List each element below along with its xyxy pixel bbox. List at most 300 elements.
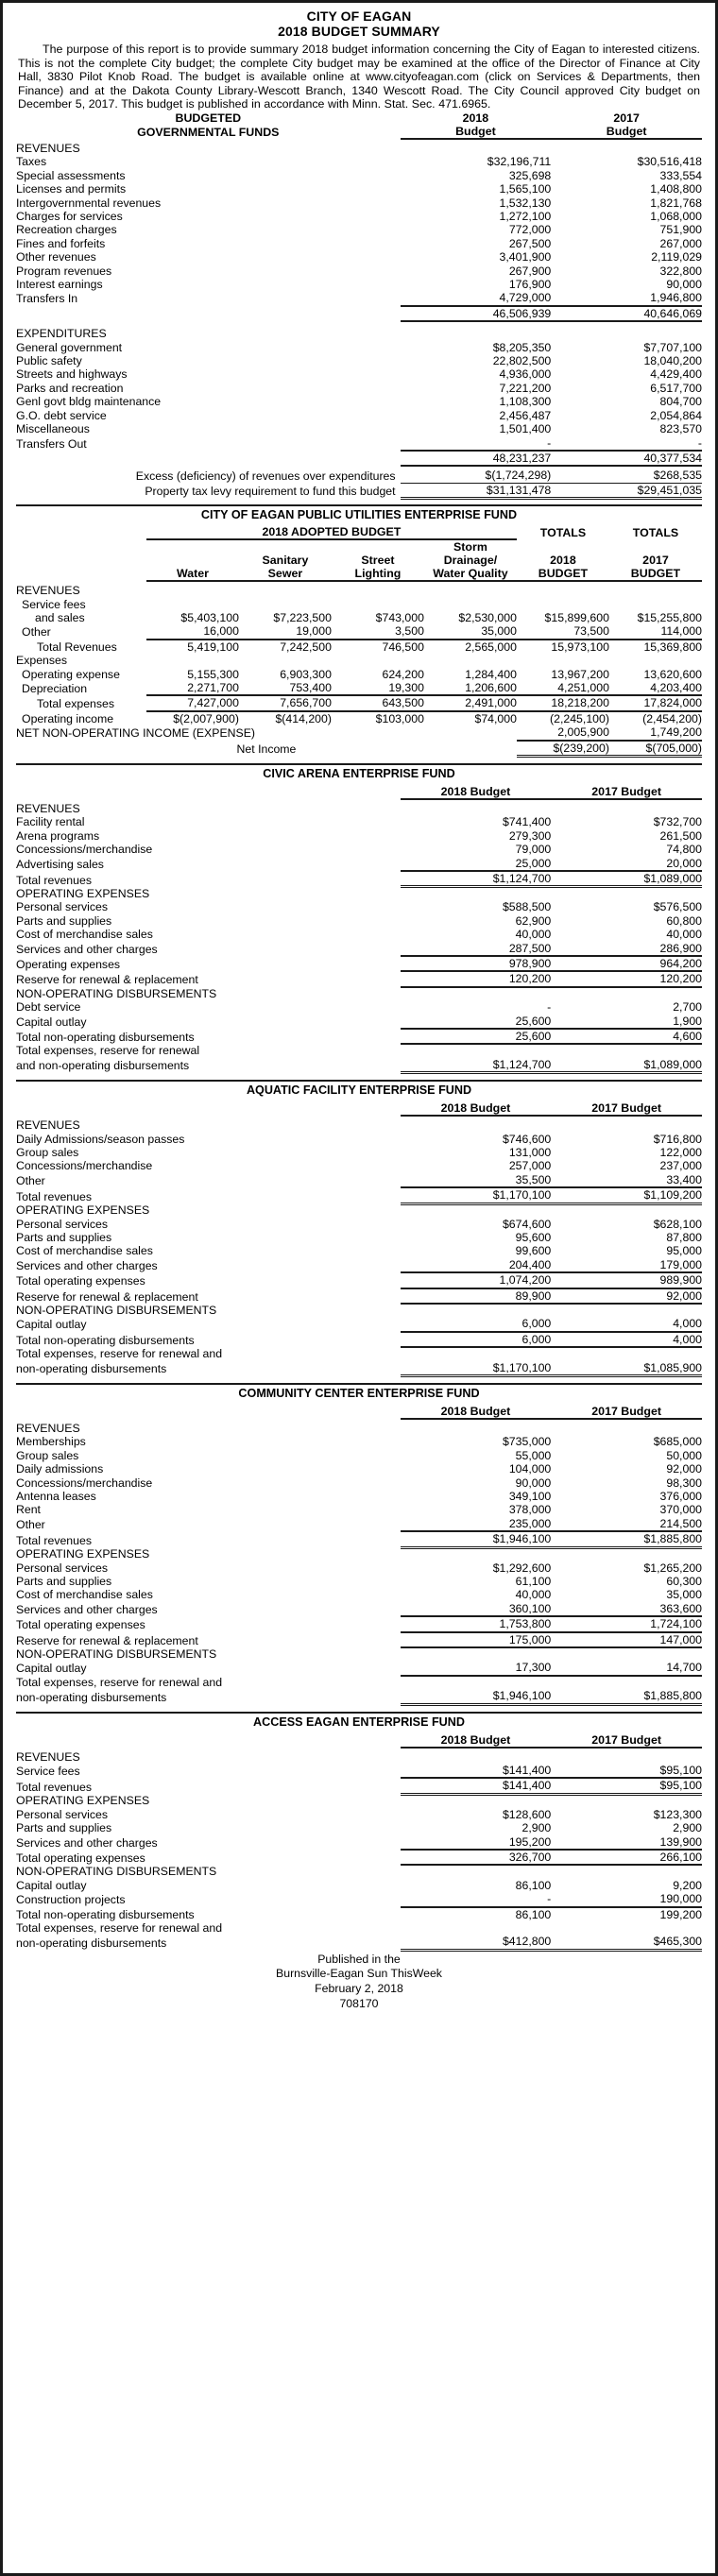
table-row [16,395,702,408]
row-value-2017: 139,900 [551,1835,702,1850]
row-value-2017: 2,054,864 [650,408,702,422]
col-2017-header: 2017 Budget [551,1101,702,1116]
row-value-2017: 237,000 [659,1159,702,1173]
table-row [16,1015,702,1029]
row-value-2018: 4,729,000 [401,291,552,305]
table-row [16,1808,702,1821]
row-value-2018: 40,000 [515,1588,552,1602]
row-value-storm: $74,000 [474,711,517,725]
table-row [16,900,702,913]
table-row [16,1133,702,1146]
table-row [16,942,702,956]
row-label: Operating expense [22,667,120,681]
total-row [16,871,702,887]
section-label-row [16,1422,702,1435]
row-value-2017: $7,707,100 [643,340,702,354]
total-value-2018: $1,124,700 [401,871,552,887]
row-label: Total Revenues [37,640,117,654]
row-value-2017: 2,700 [673,1000,702,1015]
total-value-2018: $1,170,100 [401,1187,552,1203]
section-label-row [16,887,702,900]
grand-total-value-2017: $1,085,900 [551,1361,702,1376]
table-row [16,681,702,695]
row-value-2018: 22,802,500 [492,354,552,368]
row-label: Group sales [16,1448,79,1462]
table-row [16,182,702,196]
row-value-2017: 98,300 [666,1476,702,1490]
row-value-2018: 204,400 [401,1258,552,1272]
total-row [16,1332,702,1347]
section-label-row [16,654,702,667]
row-label: Parts and supplies [16,913,112,928]
row-label: Total revenues [16,1780,92,1794]
row-value-storm: 2,491,000 [424,695,517,710]
table-row [16,1588,702,1601]
row-label: Cost of merchandise sales [16,1588,153,1602]
table-header-row [16,125,702,139]
row-value-2018: 89,900 [401,1288,552,1304]
section-label-row [16,1865,702,1878]
grand-total-label-line2: and non-operating disbursements [16,1059,190,1073]
street-header-line2: Lighting [332,567,424,581]
section-label-row [16,987,702,1000]
row-label: Reserve for renewal & replacement [16,973,198,987]
row-value-2018: 4,251,000 [517,681,609,695]
row-value-2017: $576,500 [653,900,702,914]
total-row [16,306,702,321]
row-value-2018: 267,900 [508,264,552,278]
row-value-sewer: 7,656,700 [239,695,332,710]
row-value-2018: 176,900 [508,278,552,292]
introduction-paragraph: The purpose of this report is to provide summary 2018 budget information concerning the City of Eagan to interested citizens. This is not the complete City budget; the complete City budget may be examined at the office of the Director of Finance at City Hall, 3830 Pilot Knob Road. The budget is available online at www.cityofeagan.com (click on Services & Departments, then Finance) and at the Dakota County Library-Wescott Branch, 1340 Wescott Road. The City Council approved City budget on December 5, 2017. This budget is published in accordance with Minn. Stat. Sec. 471.6965. [18,43,700,111]
row-label: Arena programs [16,828,100,843]
row-value-2018: 35,500 [401,1173,552,1187]
col-2018-header: 2018 Budget [401,1733,552,1748]
total-value-2018: 978,900 [401,956,552,971]
row-label: Parts and supplies [16,1230,112,1244]
row-label: Services and other charges [16,1835,158,1850]
table-header-row [16,1101,702,1116]
row-value-2018: $(239,200) [517,741,609,757]
row-value-2018: 15,973,100 [551,640,609,654]
row-label: Reserve for renewal & replacement [16,1633,198,1647]
table-row [16,1258,702,1272]
row-value-2017: 1,408,800 [650,182,702,196]
revenues-label: REVENUES [16,1118,80,1133]
row-value-2017: 35,000 [666,1588,702,1602]
row-label: Taxes [16,155,47,169]
table-row [16,409,702,422]
row-value-2017: 60,300 [666,1575,702,1588]
section-divider [16,1383,702,1385]
non-operating-label: NON-OPERATING DISBURSEMENTS [16,1865,217,1879]
aquatic-table [16,1101,702,1377]
total-row [16,956,702,971]
row-label: Personal services [16,1807,109,1821]
table-row [16,1517,702,1531]
total-value-2017: $1,109,200 [551,1187,702,1203]
row-value-2018: 257,000 [508,1159,552,1173]
row-label: Rent [16,1503,41,1517]
grand-total-row [16,1361,702,1376]
non-operating-label: NON-OPERATING DISBURSEMENTS [16,1304,217,1317]
table-header-row [16,554,702,567]
row-value-2017: 1,900 [551,1015,702,1029]
row-value-sewer: $7,223,500 [273,610,332,624]
row-value-2017: 190,000 [551,1892,702,1906]
table-row [16,1602,702,1616]
row-value-2018: $8,205,350 [492,340,552,354]
row-value-2017: 333,554 [659,168,702,182]
row-value-2018: 6,000 [401,1317,552,1331]
row-value-2017: $1,265,200 [643,1561,702,1575]
row-label: Other revenues [16,250,96,264]
total-row [16,695,702,710]
total-value-2018: 1,753,800 [401,1616,552,1631]
row-value-lighting: $103,000 [375,711,424,725]
row-value-2017: 1,068,000 [650,210,702,223]
row-value-lighting: 746,500 [382,640,424,654]
grand-total-label-row [16,1347,702,1360]
table-row [16,1218,702,1231]
total-row [16,1531,702,1547]
table-row [16,1244,702,1257]
document-title-line1: CITY OF EAGAN [306,9,412,24]
governmental-heading-line2: GOVERNMENTAL FUNDS [137,125,280,139]
street-header-line1: Street [361,554,395,568]
row-label: Total non-operating disbursements [16,1333,195,1347]
row-value-water: 16,000 [146,624,239,639]
excess-value-2017: $268,535 [551,469,702,483]
total-value-2017: $95,100 [551,1778,702,1794]
total-value-2018: 6,000 [401,1332,552,1347]
row-label: Miscellaneous [16,422,90,436]
governmental-heading-line1: BUDGETED [175,111,242,125]
row-value-2017: $95,100 [551,1764,702,1778]
row-label: Total revenues [16,1533,92,1547]
row-value-2017: 122,000 [659,1146,702,1160]
net-income-row [16,741,702,757]
total-value-2018: $1,946,100 [401,1531,552,1547]
aquatic-section-title: AQUATIC FACILITY ENTERPRISE FUND [246,1083,472,1098]
table-row [16,237,702,250]
row-value-2018: 79,000 [515,843,552,857]
row-value-water: $5,403,100 [180,610,239,624]
row-value-2017: $628,100 [653,1217,702,1231]
table-row [16,928,702,941]
grand-total-label-line2: non-operating disbursements [16,1690,167,1704]
table-row [16,1231,702,1244]
operating-expenses-label: OPERATING EXPENSES [16,1203,150,1218]
civic-arena-section-title: CIVIC ARENA ENTERPRISE FUND [263,767,455,780]
row-value-2018: 2,456,487 [499,408,552,422]
row-value-2018: $32,196,711 [487,155,552,169]
row-value-2017: 286,900 [551,942,702,956]
utilities-revenues-label: REVENUES [16,584,80,598]
storm-header-line3: Water Quality [424,567,517,581]
total-value-2017: 4,000 [551,1332,702,1347]
row-value-2018: 25,600 [401,1015,552,1029]
utilities-expenses-label: Expenses [16,654,68,668]
table-row [16,829,702,843]
row-label: Group sales [16,1146,79,1160]
row-value-2018: 287,500 [401,942,552,956]
section-divider [16,1080,702,1082]
row-value-2018: 4,936,000 [499,367,552,382]
row-label: Parts and supplies [16,1821,112,1835]
table-row [16,210,702,223]
total-row [16,1616,702,1631]
row-value-2017: 376,000 [659,1490,702,1504]
col-2018-line2: Budget [401,125,552,139]
table-header-row [16,1733,702,1748]
col-2017-header: 2017 Budget [551,1733,702,1748]
total-value-2017: 1,724,100 [551,1616,702,1631]
row-label: and sales [35,610,85,624]
row-value-2018: 104,000 [508,1462,552,1476]
row-label: Capital outlay [16,1662,87,1676]
storm-header-line2: Drainage/ [443,554,498,568]
publication-line2: Burnsville-Eagan Sun ThisWeek [276,1967,442,1981]
grand-total-value-2018: $1,124,700 [401,1058,552,1073]
row-value-2018: 235,000 [401,1517,552,1531]
row-value-sewer: 753,400 [239,681,332,695]
reserve-row [16,1632,702,1647]
row-label: Total revenues [16,873,92,887]
table-row [16,815,702,828]
row-label: Parks and recreation [16,381,124,395]
row-value-storm: $2,530,000 [458,610,517,624]
row-value-2018: $674,600 [502,1217,552,1231]
row-label: Depreciation [22,681,88,695]
row-value-sewer: $(414,200) [275,711,332,725]
row-value-2018: $735,000 [502,1435,552,1449]
table-row [16,436,702,451]
row-value-2018: 325,698 [508,168,552,182]
row-label: Capital outlay [16,1318,87,1332]
table-row [16,250,702,264]
table-row [16,341,702,354]
grand-total-value-2017: $465,300 [551,1935,702,1950]
row-value-water: 5,419,100 [187,640,239,654]
row-label: Operating expenses [16,957,121,971]
table-row [16,155,702,168]
row-value-2017: 179,000 [551,1258,702,1272]
row-value-2018: $588,500 [502,900,552,914]
table-header-row [16,525,702,539]
row-value-sewer: 19,000 [239,624,332,639]
grand-total-value-2018: $1,170,100 [401,1361,552,1376]
grand-total-value-2017: $1,089,000 [551,1058,702,1073]
row-label: Services and other charges [16,1602,158,1616]
revenues-label: REVENUES [16,1749,80,1764]
sanitary-header-line2: Sewer [239,567,332,581]
row-value-2018: 17,300 [401,1661,552,1675]
row-value-2017: 114,000 [609,624,702,639]
expenditures-label: EXPENDITURES [16,327,107,341]
row-value-2017: 214,500 [551,1517,702,1531]
row-label: Capital outlay [16,1015,87,1029]
row-value-2017: $716,800 [653,1132,702,1146]
row-label: Service fees [16,1765,80,1779]
row-label: Fines and forfeits [16,236,106,250]
total-value-2017: $1,885,800 [551,1531,702,1547]
row-label: Total expenses [37,697,115,711]
table-row [16,264,702,278]
row-value-2017: $732,700 [653,815,702,829]
table-row [16,1892,702,1906]
total-value-2017: $1,089,000 [551,871,702,887]
total-row [16,1850,702,1865]
row-label: Personal services [16,1217,109,1231]
row-value-2017: 40,000 [666,928,702,942]
row-value-lighting: $743,000 [375,610,424,624]
row-value-2018: - [401,1892,552,1906]
row-value-2018: - [547,1000,552,1015]
operating-expenses-label: OPERATING EXPENSES [16,1794,150,1808]
totals-2017-line2: BUDGET [609,567,702,581]
grand-total-label-line1: Total expenses, reserve for renewal [16,1044,200,1058]
grand-total-value-2018: $412,800 [401,1935,552,1950]
table-row [16,1575,702,1588]
row-value-2018: 120,200 [401,971,552,986]
row-label: Concessions/merchandise [16,843,153,857]
row-label [16,306,401,321]
row-value-2018: 131,000 [508,1146,552,1160]
table-row [16,914,702,928]
grand-total-label-row [16,1676,702,1689]
table-row [16,1449,702,1462]
total-value-2017: 199,200 [659,1907,702,1921]
section-label-row [16,1304,702,1317]
sanitary-header-line1: Sanitary [262,554,309,568]
section-label-row [16,1118,702,1132]
table-row [16,1146,702,1159]
net-non-operating-label: NET NON-OPERATING INCOME (EXPENSE) [16,726,256,741]
row-label: Charges for services [16,210,123,223]
grand-total-label-line2: non-operating disbursements [16,1362,167,1376]
grand-total-label-line2: non-operating disbursements [16,1936,167,1950]
row-label: Cost of merchandise sales [16,1244,153,1258]
row-value-2017: $685,000 [653,1435,702,1449]
row-value-2018: 86,100 [515,1878,552,1892]
total-value-2017: 266,100 [551,1850,702,1865]
row-label: Total non-operating disbursements [16,1031,195,1044]
table-row [16,668,702,681]
grand-total-label-line1: Total expenses, reserve for renewal and [16,1675,223,1689]
row-value-2018: 18,218,200 [517,695,609,710]
row-label: Total non-operating disbursements [16,1907,195,1921]
row-value-2017: 1,749,200 [609,725,702,740]
row-label: Total revenues [16,1189,92,1203]
row-value-water: $(2,007,900) [173,711,239,725]
section-label-row [16,802,702,815]
total-value-2018: 1,074,200 [401,1272,552,1288]
row-value-2018: 99,600 [515,1244,552,1258]
row-label: Personal services [16,900,109,914]
table-row [16,1503,702,1516]
levy-value-2017: $29,451,035 [551,483,702,498]
row-value-2018: 1,501,400 [499,422,552,436]
row-value-2017: 120,200 [551,971,702,986]
row-label: Antenna leases [16,1490,96,1504]
row-value-2017: 90,000 [666,278,702,292]
storm-header-line1: Storm [453,540,487,554]
table-row [16,611,702,624]
total-value-2018: 25,600 [401,1029,552,1044]
total-value-2018: 86,100 [515,1907,552,1921]
row-value-2017: 4,429,400 [650,367,702,382]
table-row [16,1661,702,1675]
operating-expenses-label: OPERATING EXPENSES [16,886,150,900]
section-label-row [16,1647,702,1661]
excess-label: Excess (deficiency) of revenues over expenditures [135,469,396,483]
row-label: Recreation charges [16,223,117,237]
document-title-line2: 2018 BUDGET SUMMARY [278,24,440,39]
table-row [16,1835,702,1850]
access-eagan-table [16,1733,702,1952]
row-value-2017: 2,119,029 [651,250,702,264]
row-value-2018: 40,000 [515,928,552,942]
row-value-sewer: 6,903,300 [280,667,332,681]
row-value-lighting: 624,200 [382,667,424,681]
total-value-2017: 40,646,069 [551,306,702,321]
row-value-2018: 62,900 [515,913,552,928]
table-header-row [16,567,702,581]
row-label: Operating income [22,711,114,725]
row-label: Total operating expenses [16,1618,145,1632]
row-label: Facility rental [16,815,85,829]
totals-2018-line2: BUDGET [517,567,609,581]
utilities-table [16,525,702,758]
row-label: Advertising sales [16,857,104,871]
community-center-section-title: COMMUNITY CENTER ENTERPRISE FUND [238,1387,480,1401]
row-value-2018: 73,500 [517,624,609,639]
non-operating-label: NON-OPERATING DISBURSEMENTS [16,1647,217,1662]
row-value-2018: 55,000 [515,1448,552,1462]
row-label: Debt service [16,1000,81,1015]
reserve-row [16,971,702,986]
section-label-row [16,584,702,597]
total-row [16,451,702,466]
total-row [16,1187,702,1203]
row-value-2018: $741,400 [502,815,552,829]
row-label: Services and other charges [16,1258,158,1272]
row-value-2017: 92,000 [666,1462,702,1476]
section-divider [16,763,702,765]
table-row [16,843,702,856]
table-row [16,1462,702,1476]
row-value-2017: 33,400 [551,1173,702,1187]
row-label: Public safety [16,354,82,368]
row-value-2017: 1,946,800 [551,291,702,305]
row-value-2017: 60,800 [666,913,702,928]
row-value-2018: $1,292,600 [492,1561,552,1575]
row-value-2018: 772,000 [508,223,552,237]
table-row [16,1821,702,1834]
row-value-lighting: 643,500 [332,695,424,710]
section-divider [16,1712,702,1714]
civic-arena-table [16,785,702,1074]
total-row [16,1907,702,1921]
row-value-2018: - [401,436,552,451]
table-row [16,169,702,182]
adopted-budget-span-header: 2018 ADOPTED BUDGET [146,525,517,539]
table-row [16,223,702,236]
reserve-row [16,1288,702,1304]
non-operating-label: NON-OPERATING DISBURSEMENTS [16,986,217,1000]
row-value-2018: 1,272,100 [499,210,552,223]
